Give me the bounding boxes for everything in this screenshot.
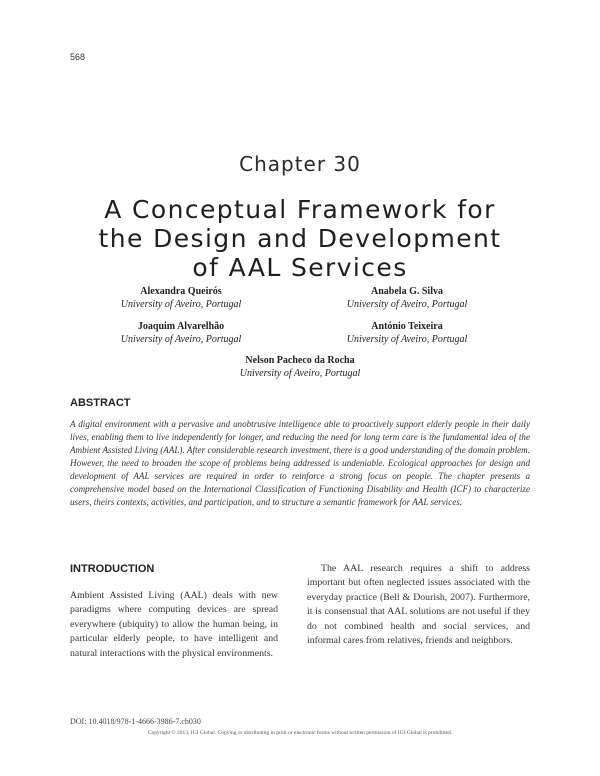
chapter-title-line: A Conceptual Framework for [104, 194, 496, 224]
author-affiliation: University of Aveiro, Portugal [120, 334, 242, 345]
author-affiliation: University of Aveiro, Portugal [346, 334, 468, 345]
author-name: Anabela G. Silva [371, 286, 443, 297]
abstract-heading: ABSTRACT [70, 397, 131, 409]
author-block [292, 320, 522, 346]
author-name: Joaquim Alvarelhão [137, 321, 225, 332]
author-affiliation: University of Aveiro, Portugal [239, 368, 361, 379]
author-block [185, 354, 415, 380]
chapter-label: Chapter 30 [239, 152, 361, 176]
chapter-title-line: of AAL Services [192, 252, 408, 282]
abstract-text: A digital environment with a pervasive and unobtrusive intelligence able to proactively support elderly people in their daily lives, enabling them to live independently for longer, and reducing the need for long term care is the fundamental idea of the Ambient Assisted Living (AAL). After considerable research investment, there is a good understanding of the domain problem. However, the need to broaden the scope of problems being addressed is undeniable. Ecological approaches for design and development of AAL services are required in order to reinforce a strong focus on people. The chapter presents a comprehensive model based on the International Classification of Functioning Disability and Health (ICF) to characterize users, theirs contexts, activities, and participation, and to structure a semantic framework for AAL services. [70, 419, 530, 507]
chapter-title [0, 195, 600, 282]
author-block [292, 285, 522, 311]
introduction-left-paragraph: Ambient Assisted Living (AAL) deals with new paradigms where computing devices are spread everywhere (ubiquity) to allow the human being, in particular elderly people, to have intelligent and natural interactions with the physical environments. [70, 590, 278, 659]
chapter-title-line: the Design and Development [98, 223, 502, 253]
author-block [66, 285, 296, 311]
doi: DOI: 10.4018/978-1-4666-3986-7.ch030 [70, 717, 201, 726]
introduction-right-paragraph: The AAL research requires a shift to address important but often neglected issues associated with the everyday practice (Bell & Dourish, 2007). Furthermore, it is consensual that AAL solutions are not useful if they do not combined health and social services, and informal cares from relatives, friends and neighbors. [307, 563, 530, 647]
author-name: Alexandra Queirós [140, 286, 222, 297]
author-affiliation: University of Aveiro, Portugal [346, 299, 468, 310]
introduction-heading: INTRODUCTION [70, 563, 155, 575]
author-affiliation: University of Aveiro, Portugal [120, 299, 242, 310]
author-name: António Teixeira [371, 321, 443, 332]
page-number: 568 [70, 52, 86, 62]
author-name: Nelson Pacheco da Rocha [245, 355, 355, 366]
author-block [66, 320, 296, 346]
copyright-notice: Copyright © 2013, IGI Global. Copying or distributing in print or electronic forms without written permission of IGI Global is prohibited. [147, 730, 453, 736]
